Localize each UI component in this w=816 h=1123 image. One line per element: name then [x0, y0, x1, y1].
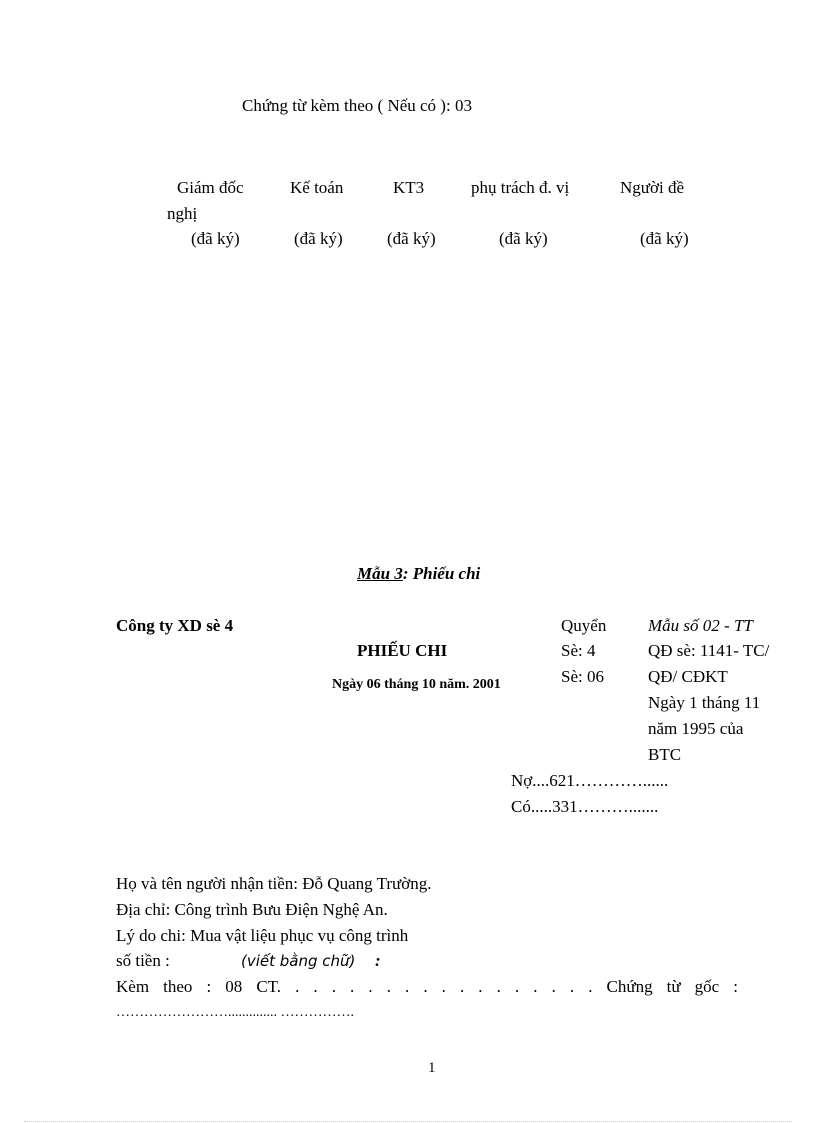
- decision-line-2: QĐ/ CĐKT: [648, 667, 728, 686]
- book-number: Sè: 4: [561, 641, 596, 660]
- amount-colon: :: [375, 951, 381, 970]
- decision-line-5: BTC: [648, 745, 682, 764]
- amount-in-words-hint: (viết bằng chữ): [241, 952, 356, 970]
- attached-documents: Chứng từ kèm theo ( Nếu có ): 03: [242, 96, 472, 115]
- signature-title-accountant: Kế toán: [290, 178, 344, 197]
- debit-account: Nợ....621…………......: [511, 771, 669, 790]
- decision-line-1: QĐ sè: 1141- TC/: [648, 641, 770, 660]
- receiver-name: Họ và tên người nhận tiền: Đỗ Quang Trường.: [116, 874, 432, 893]
- voucher-date: Ngày 06 tháng 10 năm. 2001: [332, 677, 501, 692]
- signature-title-director: Giám đốc: [177, 178, 244, 197]
- signature-title-unit-head: phụ trách đ. vị: [471, 178, 570, 197]
- signature-status-kt3: (đã ký): [387, 229, 436, 248]
- voucher-number: Sè: 06: [561, 667, 604, 686]
- signature-title-kt3: KT3: [393, 178, 425, 197]
- payment-reason: Lý do chi: Mua vật liệu phục vụ công trình: [116, 926, 409, 945]
- amount-label: số tiền :: [116, 951, 170, 970]
- signature-status-proposer: (đã ký): [640, 229, 689, 248]
- attached-voucher-line: Kèm theo : 08 CT. . . . . . . . . . . . . . . . . . Chứng từ gốc :: [116, 977, 738, 996]
- voucher-title: PHIẾU CHI: [357, 641, 448, 660]
- signature-status-unit-head: (đã ký): [499, 229, 548, 248]
- signature-status-accountant: (đã ký): [294, 229, 343, 248]
- form-number: Mẫu số 02 - TT: [648, 616, 753, 635]
- decision-line-4: năm 1995 của: [648, 719, 744, 738]
- company-name: Công ty XD sè 4: [116, 616, 234, 635]
- signature-title-proposer-wrap: nghị: [167, 204, 198, 223]
- form-caption: [357, 563, 480, 585]
- receiver-address: Địa chỉ: Công trình Bưu Điện Nghệ An.: [116, 900, 388, 919]
- form-caption-text: : Phiếu chi: [402, 564, 481, 583]
- credit-account: Có.....331……….......: [511, 797, 659, 816]
- signature-status-director: (đã ký): [191, 229, 240, 248]
- page-bottom-rule: [24, 1121, 792, 1122]
- book-label: Quyển: [561, 616, 607, 635]
- dotted-fill-line: …………………….............. …………….: [116, 1005, 354, 1020]
- decision-line-3: Ngày 1 tháng 11: [648, 693, 761, 712]
- signature-title-proposer: Người đề: [620, 178, 684, 197]
- page-number: 1: [428, 1060, 436, 1076]
- form-caption-label: Mẫu 3: [357, 564, 403, 583]
